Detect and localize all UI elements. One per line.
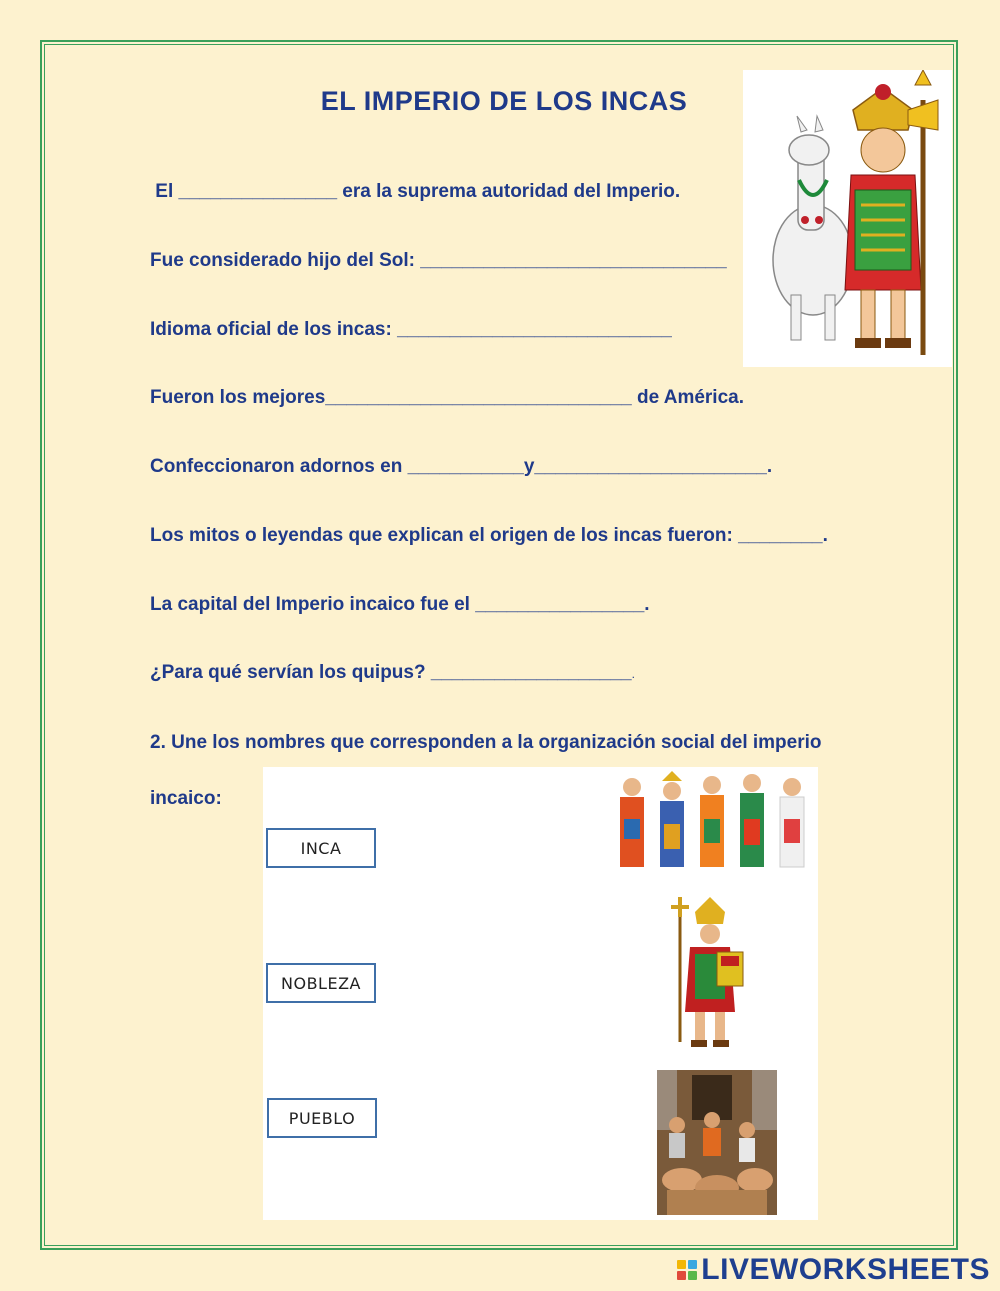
question-2: Fue considerado hijo del Sol: _____________________________ bbox=[150, 250, 727, 271]
question-8-end-mark: . bbox=[631, 667, 635, 681]
matching-activity-area bbox=[263, 767, 818, 1220]
question-3: Idioma oficial de los incas: __________________________ bbox=[150, 319, 672, 340]
nobility-group-image[interactable] bbox=[614, 769, 818, 871]
question-7: La capital del Imperio incaico fue el ________________. bbox=[150, 594, 650, 615]
question-8 bbox=[150, 662, 635, 684]
match-label-pueblo[interactable]: PUEBLO bbox=[267, 1098, 377, 1138]
inca-ruler-image[interactable] bbox=[665, 892, 755, 1054]
section-2-heading: 2. Une los nombres que corresponden a la organización social del imperio bbox=[150, 732, 822, 753]
question-4: Fueron los mejores_____________________________ de América. bbox=[150, 387, 745, 408]
brand-name: LIVEWORKSHEETS bbox=[701, 1253, 990, 1286]
question-1: El _______________ era la suprema autoridad del Imperio. bbox=[150, 181, 681, 202]
logo-cubes-icon bbox=[677, 1260, 697, 1280]
question-6: Los mitos o leyendas que explican el origen de los incas fueron: ________. bbox=[150, 525, 828, 546]
page-title: EL IMPERIO DE LOS INCAS bbox=[320, 86, 688, 116]
section-2-heading-cont: incaico: bbox=[150, 788, 222, 809]
question-8-text: ¿Para qué servían los quipus? ___________________ bbox=[150, 662, 632, 683]
match-label-nobleza[interactable]: NOBLEZA bbox=[266, 963, 376, 1003]
inca-llama-illustration bbox=[743, 70, 952, 367]
common-people-image[interactable] bbox=[657, 1070, 777, 1215]
liveworksheets-logo bbox=[677, 1253, 990, 1287]
question-5: Confeccionaron adornos en ___________y______________________. bbox=[150, 456, 773, 477]
match-label-inca[interactable]: INCA bbox=[266, 828, 376, 868]
